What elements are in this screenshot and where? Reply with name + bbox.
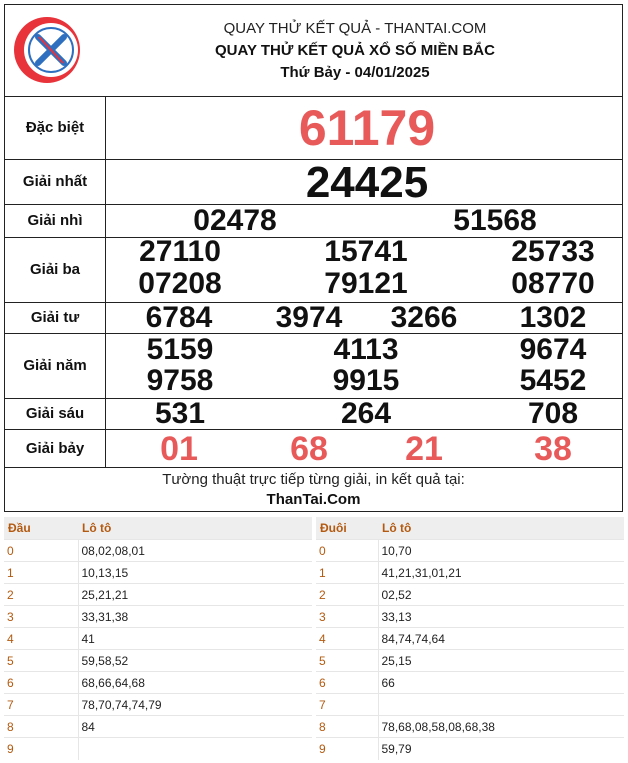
duoi-digit: 3: [316, 606, 378, 628]
duoi-digit: 8: [316, 716, 378, 738]
dau-loto-values: 10,13,15: [78, 562, 312, 584]
duoi-loto-values: 41,21,31,01,21: [378, 562, 624, 584]
dau-row: [4, 716, 312, 738]
dau-digit: 0: [4, 540, 78, 562]
dau-row: [4, 650, 312, 672]
dau-digit: 6: [4, 672, 78, 694]
duoi-row: [316, 562, 624, 584]
number-giai-ba-4: 07208: [138, 267, 222, 300]
dau-row: [4, 584, 312, 606]
number-giai-ba-6: 08770: [511, 267, 595, 300]
results-header: [5, 5, 622, 97]
dau-loto-values: 84: [78, 716, 312, 738]
duoi-row: [316, 694, 624, 716]
dau-row: [4, 540, 312, 562]
footer-note: Tường thuật trực tiếp từng giải, in kết quả tại:: [162, 471, 465, 488]
number-giai-bay-3: 21: [405, 430, 443, 468]
dau-loto-values: 41: [78, 628, 312, 650]
label-giai-nhat: Giải nhất: [5, 159, 106, 204]
duoi-header: Đuôi: [316, 517, 378, 540]
number-giai-tu-3: 3266: [390, 301, 458, 334]
row-giai-nam: [5, 333, 622, 399]
dau-header: Đầu: [4, 517, 78, 540]
duoi-loto-values: 10,70: [378, 540, 624, 562]
dau-row: [4, 562, 312, 584]
number-giai-nhi-2: 51568: [453, 204, 537, 237]
dau-digit: 9: [4, 738, 78, 760]
dau-loto-values: [78, 738, 312, 760]
dau-loto-values: 68,66,64,68: [78, 672, 312, 694]
dau-loto-values: 78,70,74,74,79: [78, 694, 312, 716]
duoi-digit: 6: [316, 672, 378, 694]
duoi-loto-values: 66: [378, 672, 624, 694]
label-giai-bay: Giải bảy: [5, 429, 106, 467]
dau-digit: 2: [4, 584, 78, 606]
duoi-row: [316, 738, 624, 760]
duoi-loto-values: 02,52: [378, 584, 624, 606]
number-giai-bay-1: 01: [160, 430, 198, 468]
number-giai-tu-1: 6784: [145, 301, 213, 334]
row-giai-nhat: [5, 159, 622, 205]
label-giai-nam: Giải năm: [5, 333, 106, 398]
site-line: QUAY THỬ KẾT QUẢ - THANTAI.COM: [223, 20, 487, 37]
dau-loto-values: 08,02,08,01: [78, 540, 312, 562]
number-giai-ba-3: 25733: [511, 235, 595, 268]
dau-digit: 8: [4, 716, 78, 738]
dau-row: [4, 628, 312, 650]
duoi-loto-values: 78,68,08,58,08,68,38: [378, 716, 624, 738]
duoi-loto-table: [316, 517, 624, 760]
number-giai-nhat: 24425: [305, 158, 429, 207]
number-giai-sau-1: 531: [154, 397, 206, 430]
page-title: QUAY THỬ KẾT QUẢ XỔ SỐ MIỀN BẮC: [215, 42, 495, 59]
number-giai-ba-5: 79121: [324, 267, 408, 300]
number-giai-nam-4: 9758: [146, 364, 214, 397]
duoi-row: [316, 672, 624, 694]
number-giai-sau-3: 708: [527, 397, 579, 430]
number-giai-bay-2: 68: [290, 430, 328, 468]
dau-digit: 5: [4, 650, 78, 672]
duoi-row: [316, 650, 624, 672]
number-giai-ba-1: 27110: [139, 235, 221, 268]
duoi-loto-values: 59,79: [378, 738, 624, 760]
dau-row: [4, 606, 312, 628]
dau-loto-header: Lô tô: [78, 517, 312, 540]
duoi-loto-values: 84,74,74,64: [378, 628, 624, 650]
dau-digit: 7: [4, 694, 78, 716]
number-giai-tu-2: 3974: [275, 301, 343, 334]
row-dac-biet: [5, 96, 622, 160]
label-giai-tu: Giải tư: [5, 302, 106, 333]
number-dac-biet: 61179: [298, 100, 436, 156]
duoi-digit: 5: [316, 650, 378, 672]
duoi-digit: 7: [316, 694, 378, 716]
footer-site-link[interactable]: ThanTai.Com: [266, 491, 361, 508]
number-giai-bay-4: 38: [534, 430, 572, 468]
draw-date: Thứ Bảy - 04/01/2025: [280, 64, 430, 81]
number-giai-nhi-1: 02478: [193, 204, 277, 237]
number-giai-nam-6: 5452: [519, 364, 587, 397]
row-giai-nhi: [5, 204, 622, 238]
dau-digit: 3: [4, 606, 78, 628]
duoi-row: [316, 584, 624, 606]
duoi-digit: 9: [316, 738, 378, 760]
duoi-digit: 0: [316, 540, 378, 562]
dau-loto-values: 33,31,38: [78, 606, 312, 628]
dau-row: [4, 672, 312, 694]
duoi-row: [316, 716, 624, 738]
duoi-digit: 1: [316, 562, 378, 584]
label-giai-ba: Giải ba: [5, 237, 106, 302]
label-giai-sau: Giải sáu: [5, 398, 106, 429]
number-giai-tu-4: 1302: [519, 301, 587, 334]
duoi-digit: 4: [316, 628, 378, 650]
duoi-loto-values: 25,15: [378, 650, 624, 672]
number-giai-nam-3: 9674: [519, 333, 587, 366]
duoi-loto-values: 33,13: [378, 606, 624, 628]
label-dac-biet: Đặc biệt: [5, 96, 106, 159]
row-giai-ba: [5, 237, 622, 303]
xs-logo-icon: [11, 10, 83, 90]
dau-loto-values: 25,21,21: [78, 584, 312, 606]
dau-digit: 4: [4, 628, 78, 650]
duoi-digit: 2: [316, 584, 378, 606]
label-giai-nhi: Giải nhì: [5, 204, 106, 237]
row-giai-sau: [5, 398, 622, 430]
results-board: [4, 4, 623, 512]
row-giai-tu: [5, 302, 622, 334]
duoi-loto-header: Lô tô: [378, 517, 624, 540]
number-giai-sau-2: 264: [340, 397, 392, 430]
dau-row: [4, 694, 312, 716]
duoi-row: [316, 540, 624, 562]
number-giai-nam-1: 5159: [146, 333, 214, 366]
duoi-row: [316, 606, 624, 628]
duoi-loto-values: [378, 694, 624, 716]
dau-digit: 1: [4, 562, 78, 584]
dau-row: [4, 738, 312, 760]
dau-loto-table: [4, 517, 312, 760]
dau-loto-values: 59,58,52: [78, 650, 312, 672]
row-giai-bay: [5, 429, 622, 468]
number-giai-nam-5: 9915: [332, 364, 400, 397]
number-giai-nam-2: 4113: [333, 333, 399, 366]
number-giai-ba-2: 15741: [324, 235, 408, 268]
duoi-row: [316, 628, 624, 650]
